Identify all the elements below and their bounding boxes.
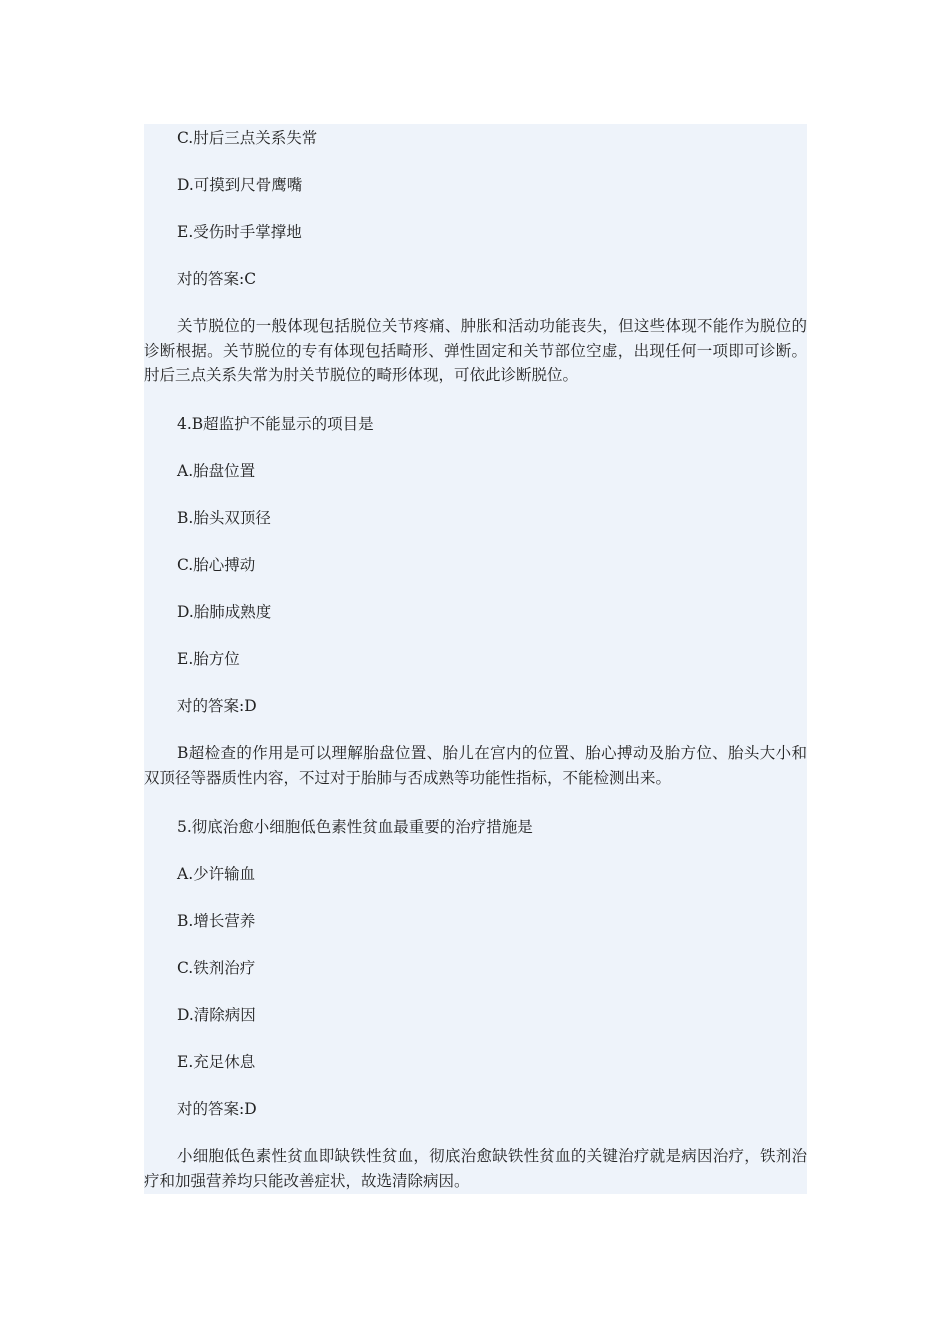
explanation-q4: B超检查的作用是可以理解胎盘位置、胎儿在宫内的位置、胎心搏动及胎方位、胎头大小和双顶径等器质性内容，不过对于胎肺与否成熟等功能性指标，不能检测出来。 (144, 744, 807, 787)
option-c-q5: C.铁剂治疗 (177, 959, 256, 977)
option-c-q3: C.肘后三点关系失常 (177, 129, 318, 147)
answer-q5: 对的答案:D (177, 1100, 257, 1118)
option-e-q3: E.受伤时手掌撑地 (177, 223, 302, 241)
answer-q4: 对的答案:D (177, 697, 257, 715)
option-b-q4: B.胎头双顶径 (177, 509, 271, 527)
option-e-q4: E.胎方位 (177, 650, 240, 668)
question-4: 4.B超监护不能显示的项目是 (177, 415, 374, 433)
option-d-q4: D.胎肺成熟度 (177, 603, 272, 621)
option-c-q4: C.胎心搏动 (177, 556, 256, 574)
option-a-q5: A.少许输血 (177, 865, 256, 883)
question-5: 5.彻底治愈小细胞低色素性贫血最重要的治疗措施是 (177, 818, 533, 836)
option-a-q4: A.胎盘位置 (177, 462, 256, 480)
option-e-q5: E.充足休息 (177, 1053, 256, 1071)
option-d-q3: D.可摸到尺骨鹰嘴 (177, 176, 303, 194)
explanation-q5: 小细胞低色素性贫血即缺铁性贫血，彻底治愈缺铁性贫血的关键治疗就是病因治疗，铁剂治疗和加强营养均只能改善症状，故选清除病因。 (144, 1147, 807, 1190)
document-content-block (144, 124, 807, 1194)
option-d-q5: D.清除病因 (177, 1006, 256, 1024)
answer-q3: 对的答案:C (177, 270, 257, 288)
explanation-q3: 关节脱位的一般体现包括脱位关节疼痛、肿胀和活动功能丧失，但这些体现不能作为脱位的诊断根据。关节脱位的专有体现包括畸形、弹性固定和关节部位空虚，出现任何一项即可诊断。肘后三点关系失常为肘关节脱位的畸形体现，可依此诊断脱位。 (144, 317, 807, 384)
option-b-q5: B.增长营养 (177, 912, 256, 930)
